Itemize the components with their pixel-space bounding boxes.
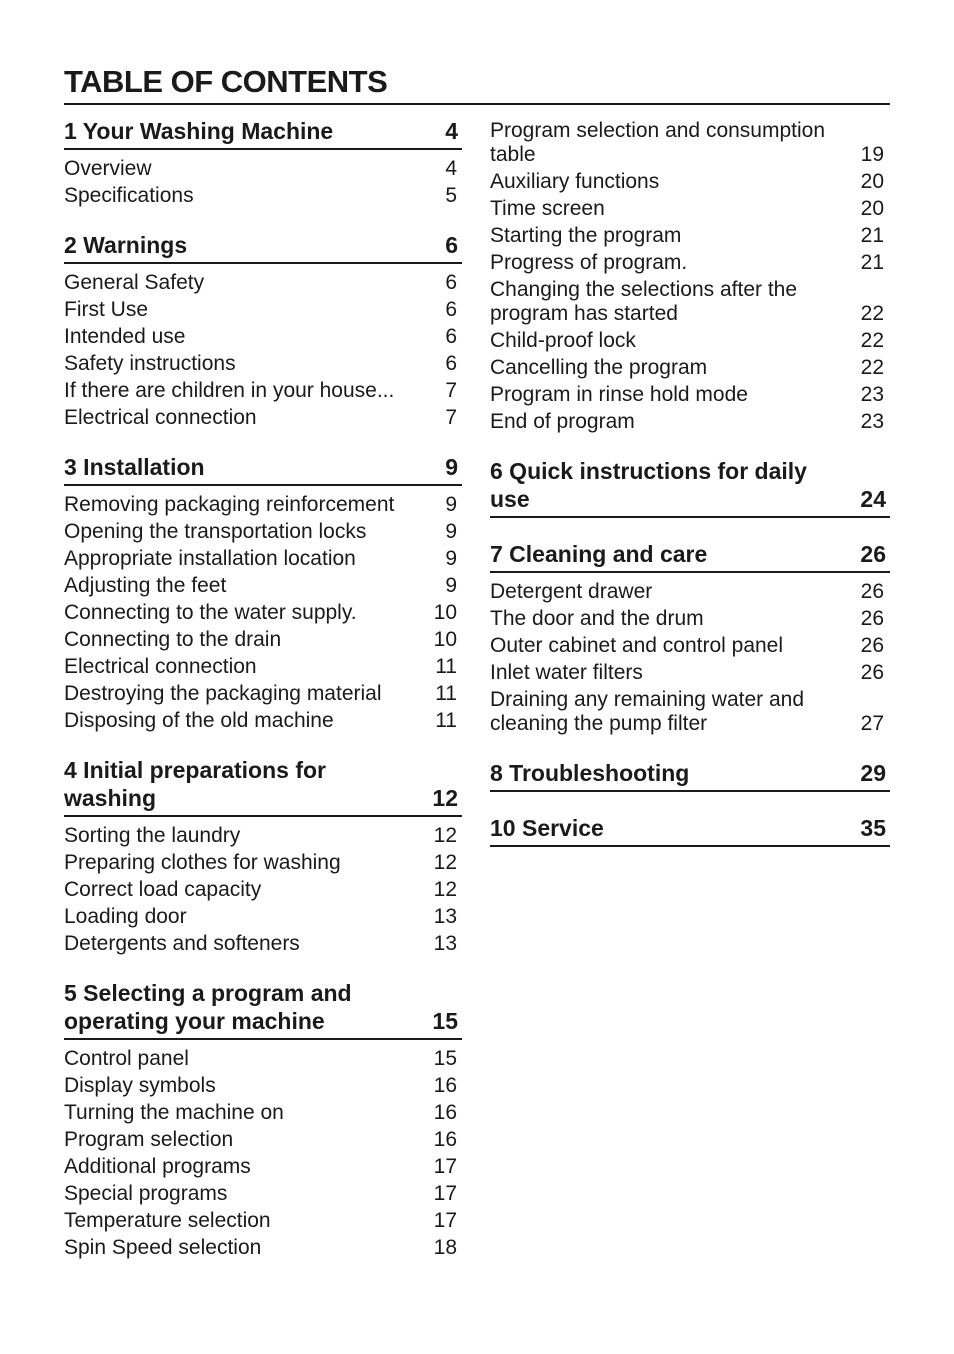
entry-page: 9 [445,492,457,516]
toc-entry[interactable] [64,323,462,350]
toc-section [490,814,890,847]
entry-text: Cancelling the program [490,355,708,379]
entry-text: Changing the selections after the program has started [490,277,798,325]
entry-text: Connecting to the drain [64,627,282,651]
section-heading[interactable] [64,979,462,1040]
entry-page: 11 [435,708,457,732]
entry-text: Adjusting the feet [64,573,227,597]
entry-page: 9 [445,546,457,570]
section-title: 7 Cleaning and care [490,541,708,567]
toc-section [490,457,890,518]
entry-page: 15 [433,1046,457,1070]
section-title: 8 Troubleshooting [490,760,690,786]
entry-page: 12 [433,823,457,847]
toc-entry[interactable] [64,155,462,182]
toc-section [490,540,890,737]
toc-entry[interactable] [64,377,462,404]
toc-entry[interactable] [64,653,462,680]
entry-text: Removing packaging reinforcement [64,492,395,516]
toc-entry[interactable] [490,578,890,605]
entry-page: 22 [860,301,884,325]
toc-entry[interactable] [64,1180,462,1207]
entry-page: 23 [860,382,884,406]
toc-entry[interactable] [64,404,462,431]
entry-text: Preparing clothes for washing [64,850,341,874]
entry-page: 26 [860,660,884,684]
entry-text: Detergent drawer [490,579,653,603]
entry-page: 11 [435,681,457,705]
entry-text: Safety instructions [64,351,236,375]
entry-page: 9 [445,519,457,543]
section-page: 29 [860,760,886,786]
entry-page: 6 [445,297,457,321]
entry-text: Electrical connection [64,654,257,678]
entry-page: 26 [860,579,884,603]
toc-entry[interactable] [64,930,462,957]
section-title: 5 Selecting a program and operating your machine [64,980,352,1034]
entry-page: 13 [433,904,457,928]
toc-section [64,979,462,1261]
section-heading[interactable] [64,453,462,486]
toc-entry[interactable] [64,1045,462,1072]
section-title: 2 Warnings [64,232,188,258]
toc-section [490,759,890,792]
section-page: 9 [445,454,458,480]
entry-text: Destroying the packaging material [64,681,382,705]
toc-entry[interactable] [490,222,890,249]
entry-text: Display symbols [64,1073,216,1097]
toc-entry[interactable] [64,182,462,209]
toc-entry[interactable] [64,491,462,518]
toc-entry[interactable] [490,408,890,435]
toc-entry[interactable] [64,680,462,707]
toc-entry[interactable] [490,632,890,659]
toc-entry[interactable] [490,686,890,737]
toc-entry[interactable] [490,168,890,195]
entry-text: Electrical connection [64,405,257,429]
page-title: TABLE OF CONTENTS [64,62,890,105]
entry-text: First Use [64,297,148,321]
toc-entry[interactable] [64,599,462,626]
entry-text: The door and the drum [490,606,704,630]
entry-page: 22 [860,328,884,352]
entry-page: 18 [433,1235,457,1259]
entry-text: Time screen [490,196,605,220]
toc-entry[interactable] [64,626,462,653]
entry-text: Starting the program [490,223,682,247]
section-heading[interactable] [490,457,890,518]
entry-page: 17 [433,1208,457,1232]
entry-page: 26 [860,606,884,630]
section-heading[interactable] [490,759,890,792]
entry-page: 10 [433,600,457,624]
section-heading[interactable] [64,756,462,817]
entry-text: Disposing of the old machine [64,708,334,732]
toc-entry[interactable] [490,276,890,327]
entry-text: Additional programs [64,1154,251,1178]
toc-entry[interactable] [490,354,890,381]
section-heading[interactable] [490,814,890,847]
toc-entry[interactable] [64,1153,462,1180]
entry-text: Auxiliary functions [490,169,660,193]
entry-text: Detergents and softeners [64,931,300,955]
toc-entry[interactable] [64,1126,462,1153]
entry-text: Opening the transportation locks [64,519,367,543]
section-title: 4 Initial preparations for washing [64,757,326,811]
entry-text: Draining any remaining water and cleaning the pump filter [490,687,805,735]
toc-entry[interactable] [64,572,462,599]
entry-text: Loading door [64,904,187,928]
entry-page: 6 [445,324,457,348]
entry-text: Correct load capacity [64,877,262,901]
entry-text: Specifications [64,183,194,207]
entry-page: 12 [433,877,457,901]
toc-entry[interactable] [490,249,890,276]
toc-entry[interactable] [64,296,462,323]
toc-section [64,231,462,431]
entry-text: End of program [490,409,635,433]
section-page: 35 [860,815,886,841]
entry-text: Sorting the laundry [64,823,241,847]
entry-text: Program in rinse hold mode [490,382,748,406]
toc-section [64,117,462,209]
entry-page: 6 [445,270,457,294]
entry-page: 4 [445,156,457,180]
toc-entry[interactable] [490,605,890,632]
toc-entry[interactable] [490,117,890,168]
section-heading[interactable] [64,117,462,150]
entry-page: 26 [860,633,884,657]
section-page: 6 [445,232,458,258]
entry-page: 16 [433,1127,457,1151]
toc-entry[interactable] [64,1072,462,1099]
toc-entry[interactable] [64,518,462,545]
toc-entry[interactable] [490,327,890,354]
entry-page: 21 [860,250,884,274]
entry-page: 13 [433,931,457,955]
toc-entry[interactable] [64,822,462,849]
entry-text: Outer cabinet and control panel [490,633,784,657]
section-title: 10 Service [490,815,604,841]
toc-section [64,756,462,957]
entry-page: 9 [445,573,457,597]
section-page: 26 [860,541,886,567]
entry-page: 20 [860,169,884,193]
section-heading[interactable] [64,231,462,264]
entry-page: 7 [445,405,457,429]
entry-page: 17 [433,1181,457,1205]
toc-entry[interactable] [64,876,462,903]
entry-page: 27 [860,711,884,735]
entry-text: Inlet water filters [490,660,643,684]
entry-text: Child-proof lock [490,328,636,352]
entry-text: Appropriate installation location [64,546,356,570]
entry-page: 6 [445,351,457,375]
section-title: 6 Quick instructions for daily use [490,458,807,512]
entry-text: Program selection and consumption table [490,118,826,166]
toc-entry[interactable] [490,381,890,408]
entry-text: Connecting to the water supply. [64,600,357,624]
section-title: 1 Your Washing Machine [64,118,334,144]
section-title: 3 Installation [64,454,205,480]
toc-entry[interactable] [64,1207,462,1234]
toc-entry[interactable] [64,849,462,876]
entry-text: If there are children in your house... [64,378,395,402]
entry-text: Special programs [64,1181,228,1205]
section-page: 15 [432,1008,458,1034]
section-page: 4 [445,118,458,144]
entry-text: General Safety [64,270,205,294]
entry-page: 19 [860,142,884,166]
section-heading[interactable] [490,540,890,573]
toc-entry[interactable] [64,707,462,734]
entry-text: Temperature selection [64,1208,271,1232]
entry-text: Spin Speed selection [64,1235,262,1259]
entry-page: 12 [433,850,457,874]
entry-page: 23 [860,409,884,433]
entry-page: 16 [433,1073,457,1097]
toc-entry[interactable] [490,195,890,222]
entry-page: 7 [445,378,457,402]
entry-page: 22 [860,355,884,379]
toc-entry[interactable] [64,1234,462,1261]
entry-page: 21 [860,223,884,247]
section-page: 12 [432,785,458,811]
entry-page: 16 [433,1100,457,1124]
toc-entry[interactable] [64,903,462,930]
toc-section-continued [490,117,890,435]
toc-section [64,453,462,734]
entry-text: Intended use [64,324,186,348]
entry-page: 5 [445,183,457,207]
toc-left-column [64,117,462,1283]
toc-right-column [490,117,890,869]
entry-text: Control panel [64,1046,189,1070]
entry-page: 20 [860,196,884,220]
entry-page: 17 [433,1154,457,1178]
entry-text: Overview [64,156,152,180]
entry-page: 11 [435,654,457,678]
entry-text: Progress of program. [490,250,688,274]
entry-text: Program selection [64,1127,234,1151]
entry-text: Turning the machine on [64,1100,284,1124]
toc-entry[interactable] [64,1099,462,1126]
toc-entry[interactable] [490,659,890,686]
toc-entry[interactable] [64,269,462,296]
toc-entry[interactable] [64,545,462,572]
toc-entry[interactable] [64,350,462,377]
entry-page: 10 [433,627,457,651]
section-page: 24 [860,486,886,512]
